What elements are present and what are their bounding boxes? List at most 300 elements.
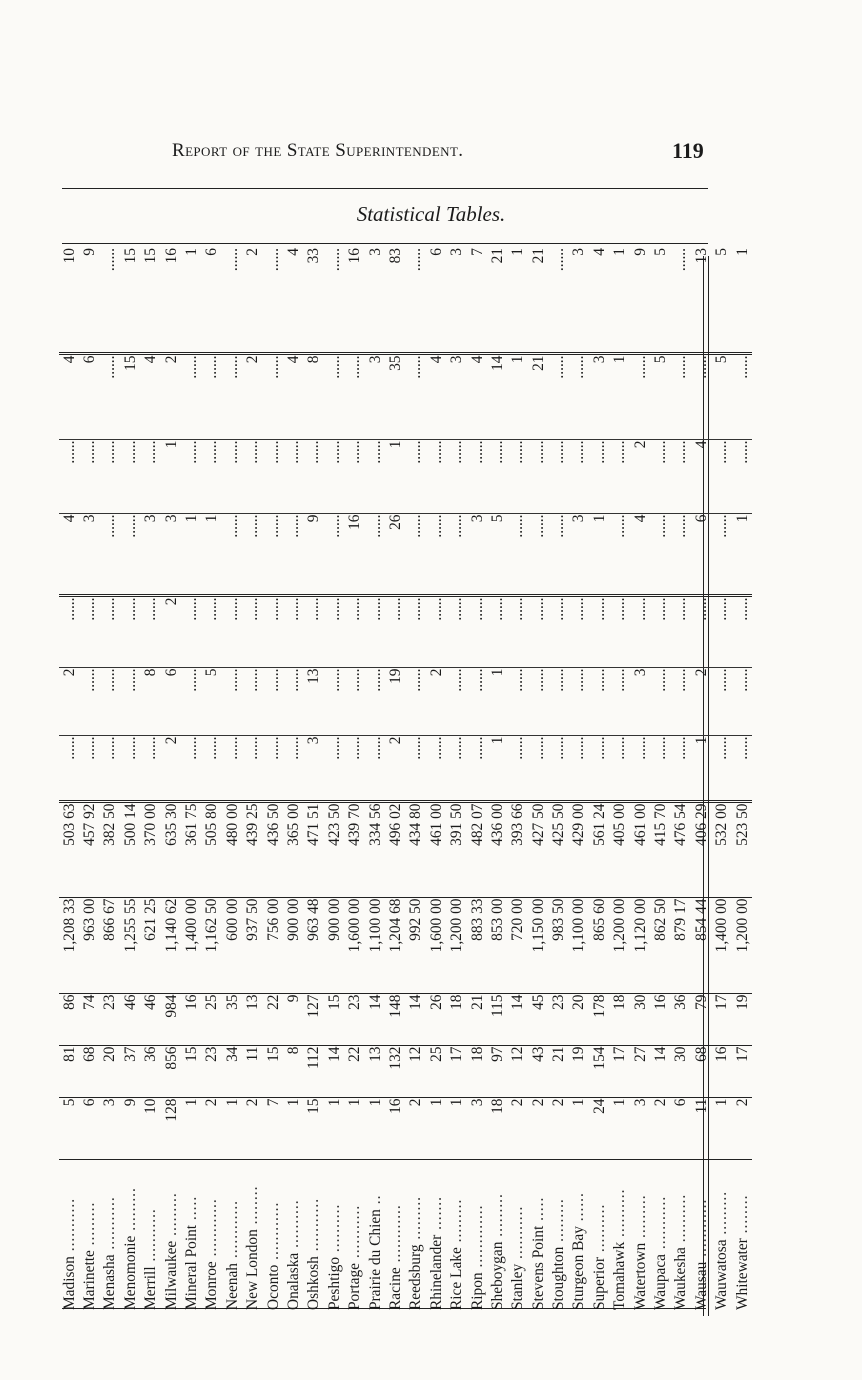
cell-c9: 1 bbox=[589, 514, 609, 596]
city-name-cell bbox=[426, 1160, 446, 1310]
cell-c11: 6 bbox=[79, 354, 99, 440]
cell-c8: ...... bbox=[691, 596, 711, 668]
cell-c9: ...... bbox=[120, 514, 140, 596]
leader-dots: ........... bbox=[346, 1204, 364, 1263]
cell-c7: ...... bbox=[243, 668, 263, 736]
cell-c8: ...... bbox=[365, 596, 385, 668]
city-name-cell bbox=[712, 1160, 732, 1310]
cell-c12: 6 bbox=[427, 248, 445, 256]
cell-c11: ...... bbox=[100, 354, 120, 440]
cell-c1: 3 bbox=[467, 1098, 487, 1160]
city-name-cell bbox=[181, 1160, 201, 1310]
table-row bbox=[589, 248, 609, 1310]
cell-c2: 37 bbox=[120, 1046, 140, 1098]
cell-c8: ...... bbox=[120, 596, 140, 668]
cell-c10: ...... bbox=[487, 440, 507, 514]
city-name: Stoughton bbox=[550, 1246, 568, 1310]
city-name: Superior bbox=[590, 1256, 608, 1310]
cell-c9: ...... bbox=[222, 514, 242, 596]
city-name: Stanley bbox=[509, 1263, 527, 1310]
cell-c4: 853 00 bbox=[487, 898, 507, 994]
cell-c1: 2 bbox=[243, 1098, 263, 1160]
cell-c1: 6 bbox=[79, 1098, 99, 1160]
cell-c2: 154 bbox=[589, 1046, 609, 1098]
city-name-cell bbox=[365, 1160, 385, 1310]
city-name: Tomahawk bbox=[611, 1241, 629, 1310]
cell-c2: 15 bbox=[181, 1046, 201, 1098]
cell-c10: ...... bbox=[324, 440, 344, 514]
leader-dots: .......... bbox=[611, 1188, 629, 1242]
city-name: Waupaca bbox=[652, 1253, 670, 1310]
city-name: Ripon bbox=[468, 1272, 486, 1310]
cell-c3: 17 bbox=[712, 994, 732, 1046]
leader-dots: ......... bbox=[488, 1193, 506, 1242]
cell-c7: ...... bbox=[528, 668, 548, 736]
cell-c5: 393 66 bbox=[508, 802, 528, 898]
city-name-cell bbox=[508, 1160, 528, 1310]
table-row bbox=[630, 248, 650, 1310]
cell-c12: 9 bbox=[81, 248, 99, 256]
leader-dots: ............ bbox=[264, 1201, 282, 1265]
cell-c1: 3 bbox=[100, 1098, 120, 1160]
cell-c1: 1 bbox=[283, 1098, 303, 1160]
cell-c7: 6 bbox=[161, 668, 181, 736]
cell-c7: ...... bbox=[283, 668, 303, 736]
cell-c5: 439 70 bbox=[344, 802, 364, 898]
cell-c1: 5 bbox=[59, 1098, 79, 1160]
table-row bbox=[467, 248, 487, 1310]
cell-c11: ...... bbox=[548, 354, 568, 440]
city-name-cell bbox=[691, 1160, 711, 1310]
cell-c10: ...... bbox=[426, 440, 446, 514]
cell-c1: 16 bbox=[385, 1098, 405, 1160]
leader-dots: ........ bbox=[733, 1194, 751, 1239]
cell-c1: 1 bbox=[324, 1098, 344, 1160]
cell-c9: 3 bbox=[141, 514, 161, 596]
cell-c3: 127 bbox=[304, 994, 324, 1046]
cell-c11: 35 bbox=[385, 354, 405, 440]
table-body bbox=[59, 248, 752, 1310]
cell-c11: 8 bbox=[304, 354, 324, 440]
table-row bbox=[446, 248, 466, 1310]
cell-c4: 1,200 00 bbox=[446, 898, 466, 994]
city-name-cell bbox=[161, 1160, 181, 1310]
cell-c2: 13 bbox=[365, 1046, 385, 1098]
cell-c3: 86 bbox=[59, 994, 79, 1046]
cell-c4: 865 60 bbox=[589, 898, 609, 994]
cell-c12: 3 bbox=[366, 248, 384, 256]
cell-c7: ...... bbox=[548, 668, 568, 736]
cell-c6: ...... bbox=[120, 736, 140, 802]
cell-c1: 3 bbox=[630, 1098, 650, 1160]
cell-c10: ...... bbox=[365, 440, 385, 514]
leader-dots: ......... bbox=[81, 1201, 99, 1251]
city-name-cell bbox=[528, 1160, 548, 1310]
cell-c4: 983 50 bbox=[548, 898, 568, 994]
cell-c2: 25 bbox=[426, 1046, 446, 1098]
cell-c6: ...... bbox=[712, 736, 732, 802]
cell-c5: 427 50 bbox=[528, 802, 548, 898]
cell-c11: ...... bbox=[202, 354, 222, 440]
cell-c4: 1,255 55 bbox=[120, 898, 140, 994]
cell-c6: ...... bbox=[569, 736, 589, 802]
leader-dots: ......... bbox=[121, 1187, 139, 1236]
cell-c1: 2 bbox=[528, 1098, 548, 1160]
city-name-cell bbox=[610, 1160, 630, 1310]
cell-c6: ...... bbox=[671, 736, 691, 802]
city-name: Neenah bbox=[223, 1263, 241, 1310]
city-name-cell bbox=[100, 1160, 120, 1310]
cell-c12: 21 bbox=[488, 248, 506, 264]
cell-c7: 8 bbox=[141, 668, 161, 736]
city-name: Watertown bbox=[631, 1242, 649, 1310]
city-name-cell bbox=[141, 1160, 161, 1310]
city-name-cell bbox=[589, 1160, 609, 1310]
cell-c6: ...... bbox=[243, 736, 263, 802]
cell-c3: 79 bbox=[691, 994, 711, 1046]
cell-c1: 11 bbox=[691, 1098, 711, 1160]
cell-c1: 128 bbox=[161, 1098, 181, 1160]
table-row bbox=[202, 248, 222, 1310]
cell-c5: 434 80 bbox=[406, 802, 426, 898]
cell-c10: ...... bbox=[589, 440, 609, 514]
cell-c11: 2 bbox=[243, 354, 263, 440]
cell-c1: 2 bbox=[508, 1098, 528, 1160]
cell-c1: 2 bbox=[548, 1098, 568, 1160]
table-row bbox=[508, 248, 528, 1310]
cell-c8: ...... bbox=[283, 596, 303, 668]
cell-c4: 854 44 bbox=[691, 898, 711, 994]
cell-c12: 21 bbox=[529, 248, 547, 264]
leader-dots: ............ bbox=[223, 1199, 241, 1263]
cell-c7: ...... bbox=[446, 668, 466, 736]
cell-c11: 3 bbox=[365, 354, 385, 440]
cell-c9: 4 bbox=[630, 514, 650, 596]
cell-c10: ...... bbox=[650, 440, 670, 514]
cell-c9: 4 bbox=[59, 514, 79, 596]
cell-c3: 18 bbox=[610, 994, 630, 1046]
cell-c7: 13 bbox=[304, 668, 324, 736]
cell-c5: 480 00 bbox=[222, 802, 242, 898]
cell-c8: ...... bbox=[589, 596, 609, 668]
cell-c10: ...... bbox=[59, 440, 79, 514]
cell-c12: 83 bbox=[386, 248, 404, 264]
cell-c9: 26 bbox=[385, 514, 405, 596]
cell-c3: 23 bbox=[344, 994, 364, 1046]
cell-c9: 6 bbox=[691, 514, 711, 596]
cell-c11: 14 bbox=[487, 354, 507, 440]
city-name: Oconto bbox=[264, 1264, 282, 1310]
cell-c10: 2 bbox=[630, 440, 650, 514]
cell-c12: ...... bbox=[223, 248, 241, 272]
cell-c7: ...... bbox=[263, 668, 283, 736]
cell-c2: 17 bbox=[446, 1046, 466, 1098]
city-name: Oshkosh bbox=[305, 1256, 323, 1310]
cell-c3: 22 bbox=[263, 994, 283, 1046]
cell-c11: 3 bbox=[446, 354, 466, 440]
cell-c4: 720 00 bbox=[508, 898, 528, 994]
cell-c10: ...... bbox=[508, 440, 528, 514]
city-name-cell bbox=[304, 1160, 324, 1310]
cell-c5: 365 00 bbox=[283, 802, 303, 898]
cell-c1: 1 bbox=[712, 1098, 732, 1160]
cell-c4: 1,100 00 bbox=[365, 898, 385, 994]
cell-c10: ...... bbox=[304, 440, 324, 514]
leader-dots: ............. bbox=[468, 1204, 486, 1273]
cell-c2: 14 bbox=[650, 1046, 670, 1098]
cell-c7: 3 bbox=[630, 668, 650, 736]
cell-c12: 2 bbox=[244, 248, 262, 256]
cell-c3: 21 bbox=[467, 994, 487, 1046]
cell-c2: 8 bbox=[283, 1046, 303, 1098]
cell-c3: 178 bbox=[589, 994, 609, 1046]
cell-c5: 415 70 bbox=[650, 802, 670, 898]
city-name: Merrill bbox=[142, 1266, 160, 1310]
cell-c5: 334 56 bbox=[365, 802, 385, 898]
cell-c7: 19 bbox=[385, 668, 405, 736]
cell-c6: ...... bbox=[589, 736, 609, 802]
cell-c6: ...... bbox=[324, 736, 344, 802]
cell-c3: 15 bbox=[324, 994, 344, 1046]
cell-c4: 1,162 50 bbox=[202, 898, 222, 994]
cell-c8: ...... bbox=[712, 596, 732, 668]
table-row bbox=[732, 248, 752, 1310]
city-name-cell bbox=[732, 1160, 752, 1310]
cell-c2: 14 bbox=[324, 1046, 344, 1098]
cell-c8: ...... bbox=[79, 596, 99, 668]
cell-c3: 23 bbox=[548, 994, 568, 1046]
cell-c10: ...... bbox=[548, 440, 568, 514]
city-name: Stevens Point bbox=[529, 1225, 547, 1310]
cell-c1: 1 bbox=[446, 1098, 466, 1160]
table-row bbox=[487, 248, 507, 1310]
cell-c8: ...... bbox=[528, 596, 548, 668]
cell-c9: ...... bbox=[508, 514, 528, 596]
cell-c12: 1 bbox=[611, 248, 629, 256]
cell-c7: ...... bbox=[79, 668, 99, 736]
cell-c9: 3 bbox=[79, 514, 99, 596]
cell-c1: 2 bbox=[406, 1098, 426, 1160]
cell-c9: 3 bbox=[467, 514, 487, 596]
cell-c1: 24 bbox=[589, 1098, 609, 1160]
city-name-cell bbox=[222, 1160, 242, 1310]
cell-c4: 879 17 bbox=[671, 898, 691, 994]
cell-c6: ...... bbox=[630, 736, 650, 802]
title-initial: S bbox=[335, 140, 347, 161]
cell-c8: ...... bbox=[548, 596, 568, 668]
cell-c7: ...... bbox=[650, 668, 670, 736]
cell-c3: 16 bbox=[650, 994, 670, 1046]
statistical-table bbox=[59, 248, 752, 1310]
cell-c11: ...... bbox=[181, 354, 201, 440]
table-row bbox=[365, 248, 385, 1310]
cell-c5: 436 50 bbox=[263, 802, 283, 898]
cell-c1: 7 bbox=[263, 1098, 283, 1160]
cell-c6: ...... bbox=[59, 736, 79, 802]
cell-c11: ...... bbox=[691, 354, 711, 440]
leader-dots: ........... bbox=[652, 1195, 670, 1254]
cell-c2: 27 bbox=[630, 1046, 650, 1098]
cell-c11: 1 bbox=[610, 354, 630, 440]
cell-c4: 992 50 bbox=[406, 898, 426, 994]
city-name: Sturgeon Bay bbox=[570, 1226, 588, 1310]
cell-c4: 900 00 bbox=[324, 898, 344, 994]
cell-c12: 9 bbox=[631, 248, 649, 256]
table-row bbox=[181, 248, 201, 1310]
cell-c8: ...... bbox=[426, 596, 446, 668]
city-name-cell bbox=[446, 1160, 466, 1310]
cell-c11: ...... bbox=[732, 354, 752, 440]
city-name-cell bbox=[202, 1160, 222, 1310]
cell-c4: 600 00 bbox=[222, 898, 242, 994]
cell-c11: 4 bbox=[426, 354, 446, 440]
cell-c11: 4 bbox=[141, 354, 161, 440]
cell-c7: 2 bbox=[691, 668, 711, 736]
table-row bbox=[79, 248, 99, 1310]
cell-c6: ...... bbox=[548, 736, 568, 802]
cell-c5: 429 00 bbox=[569, 802, 589, 898]
title-initial: S bbox=[286, 140, 298, 161]
city-name: Rice Lake bbox=[448, 1247, 466, 1310]
cell-c10: ...... bbox=[283, 440, 303, 514]
cell-c8: ...... bbox=[630, 596, 650, 668]
city-name-cell bbox=[630, 1160, 650, 1310]
city-name-cell bbox=[324, 1160, 344, 1310]
leader-dots: ......... bbox=[550, 1198, 568, 1247]
table-row bbox=[712, 248, 732, 1310]
cell-c9: ...... bbox=[406, 514, 426, 596]
cell-c10: ...... bbox=[528, 440, 548, 514]
leader-dots: .. bbox=[366, 1194, 384, 1210]
cell-c8: ...... bbox=[508, 596, 528, 668]
cell-c12: 16 bbox=[162, 248, 180, 264]
cell-c8: ...... bbox=[304, 596, 324, 668]
cell-c3: 14 bbox=[365, 994, 385, 1046]
table-row bbox=[548, 248, 568, 1310]
cell-c8: ...... bbox=[222, 596, 242, 668]
cell-c9: 1 bbox=[732, 514, 752, 596]
cell-c6: 2 bbox=[161, 736, 181, 802]
city-name: Marinette bbox=[81, 1250, 99, 1310]
cell-c5: 532 00 bbox=[712, 802, 732, 898]
table-row bbox=[141, 248, 161, 1310]
cell-c7: ...... bbox=[671, 668, 691, 736]
cell-c4: 866 67 bbox=[100, 898, 120, 994]
cell-c9: 1 bbox=[202, 514, 222, 596]
cell-c2: 17 bbox=[610, 1046, 630, 1098]
table-row bbox=[120, 248, 140, 1310]
cell-c10: ...... bbox=[406, 440, 426, 514]
cell-c12: ...... bbox=[550, 248, 568, 272]
table-row bbox=[222, 248, 242, 1310]
cell-c7: ...... bbox=[732, 668, 752, 736]
cell-c4: 963 00 bbox=[79, 898, 99, 994]
cell-c3: 74 bbox=[79, 994, 99, 1046]
table-top-rule bbox=[62, 243, 708, 244]
cell-c7: ...... bbox=[222, 668, 242, 736]
cell-c6: ...... bbox=[100, 736, 120, 802]
cell-c3: 20 bbox=[569, 994, 589, 1046]
table-row bbox=[100, 248, 120, 1310]
cell-c5: 500 14 bbox=[120, 802, 140, 898]
table-row bbox=[304, 248, 324, 1310]
cell-c12: 5 bbox=[713, 248, 731, 256]
cell-c3: 14 bbox=[406, 994, 426, 1046]
title-part: tate bbox=[297, 140, 336, 161]
cell-c4: 1,600 00 bbox=[344, 898, 364, 994]
page-number: 119 bbox=[672, 138, 704, 163]
cell-c11: ...... bbox=[263, 354, 283, 440]
city-name: Rhinelander bbox=[427, 1234, 445, 1310]
title-part: eport of the bbox=[185, 140, 287, 161]
cell-c3: 19 bbox=[732, 994, 752, 1046]
cell-c11: 1 bbox=[508, 354, 528, 440]
cell-c9: 16 bbox=[344, 514, 364, 596]
cell-c1: 18 bbox=[487, 1098, 507, 1160]
city-name-cell bbox=[569, 1160, 589, 1310]
cell-c3: 30 bbox=[630, 994, 650, 1046]
cell-c4: 900 00 bbox=[283, 898, 303, 994]
cell-c1: 2 bbox=[732, 1098, 752, 1160]
cell-c4: 1,400 00 bbox=[181, 898, 201, 994]
table-row bbox=[406, 248, 426, 1310]
city-name-cell bbox=[487, 1160, 507, 1310]
cell-c10: ...... bbox=[467, 440, 487, 514]
cell-c11: 5 bbox=[650, 354, 670, 440]
cell-c6: ...... bbox=[222, 736, 242, 802]
cell-c5: 382 50 bbox=[100, 802, 120, 898]
cell-c11: ...... bbox=[324, 354, 344, 440]
cell-c6: 1 bbox=[487, 736, 507, 802]
cell-c4: 883 33 bbox=[467, 898, 487, 994]
leader-dots: .......... bbox=[325, 1203, 343, 1257]
cell-c5: 523 50 bbox=[732, 802, 752, 898]
cell-c5: 361 75 bbox=[181, 802, 201, 898]
cell-c9: ...... bbox=[263, 514, 283, 596]
leader-dots: ..... bbox=[529, 1196, 547, 1226]
cell-c10: ...... bbox=[671, 440, 691, 514]
cell-c10: ...... bbox=[610, 440, 630, 514]
cell-c2: 20 bbox=[100, 1046, 120, 1098]
table-row bbox=[161, 248, 181, 1310]
leader-dots: ........... bbox=[60, 1197, 78, 1257]
cell-c5: 423 50 bbox=[324, 802, 344, 898]
cell-c11: 4 bbox=[59, 354, 79, 440]
city-name-cell bbox=[263, 1160, 283, 1310]
cell-c4: 1,150 00 bbox=[528, 898, 548, 994]
cell-c9: ...... bbox=[100, 514, 120, 596]
cell-c12: 4 bbox=[284, 248, 302, 256]
city-name-cell bbox=[467, 1160, 487, 1310]
cell-c12: 10 bbox=[60, 248, 78, 264]
cell-c11: ...... bbox=[569, 354, 589, 440]
cell-c7: ...... bbox=[712, 668, 732, 736]
cell-c7: 5 bbox=[202, 668, 222, 736]
cell-c12: 7 bbox=[468, 248, 486, 256]
cell-c4: 1,400 00 bbox=[712, 898, 732, 994]
city-name: Waukesha bbox=[672, 1247, 690, 1310]
cell-c3: 14 bbox=[508, 994, 528, 1046]
cell-c2: 22 bbox=[344, 1046, 364, 1098]
cell-c10: ...... bbox=[569, 440, 589, 514]
cell-c8: ...... bbox=[243, 596, 263, 668]
cell-c10: ...... bbox=[446, 440, 466, 514]
cell-c6: ...... bbox=[141, 736, 161, 802]
cell-c3: 46 bbox=[120, 994, 140, 1046]
cell-c11: ...... bbox=[406, 354, 426, 440]
leader-dots: ........ bbox=[244, 1185, 262, 1230]
leader-dots: ........... bbox=[305, 1197, 323, 1257]
